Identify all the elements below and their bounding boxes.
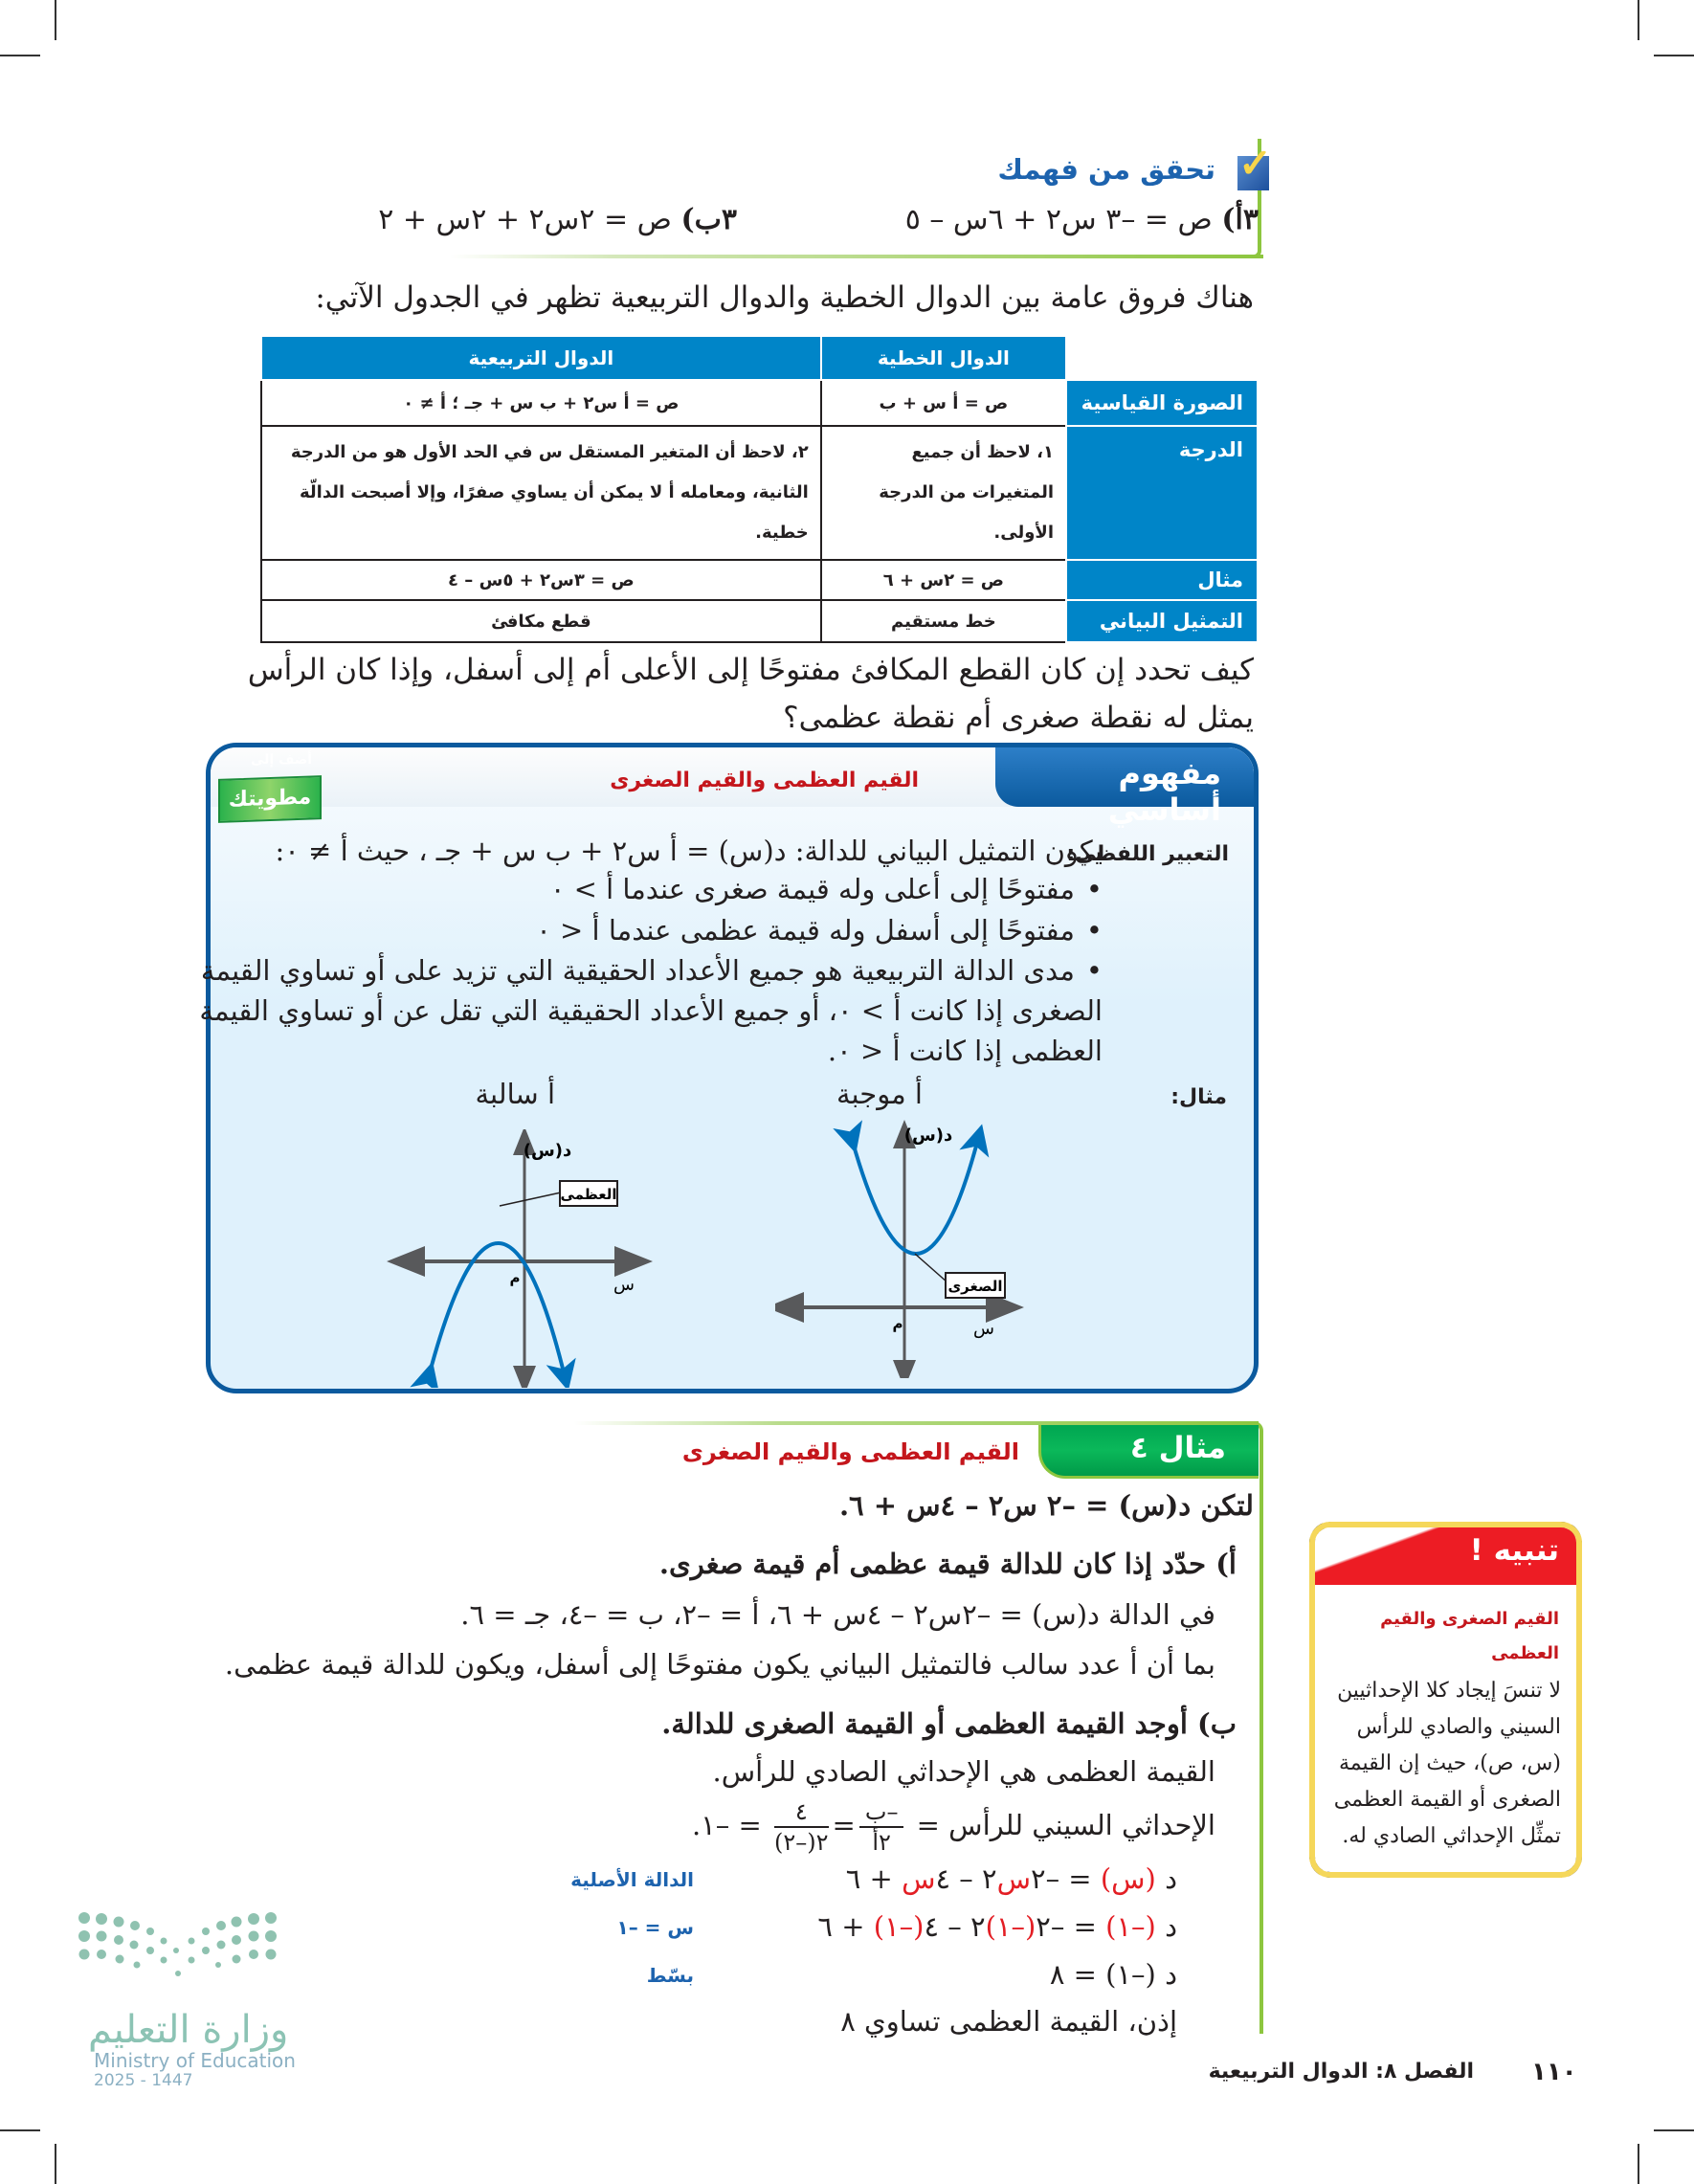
- expr-part-highlight: س: [902, 1862, 936, 1895]
- crop-mark: [1638, 2144, 1639, 2184]
- crop-mark: [0, 55, 40, 56]
- bullet-item: • مفتوحًا إلى أسفل وله قيمة عظمى عندما أ < ٠: [536, 914, 1103, 947]
- table-cell: خط مستقيم: [821, 600, 1066, 642]
- vertex-x-label: الإحداثي السيني للرأس =: [916, 1809, 1215, 1841]
- solution-step: [817, 1910, 1177, 1943]
- row-header: مثال: [1066, 560, 1258, 600]
- origin-label: م: [892, 1315, 903, 1332]
- x-axis-label: س: [613, 1275, 635, 1295]
- example-tab: [1038, 1425, 1259, 1479]
- concept-subtitle: القيم العظمى والقيم الصغرى: [610, 769, 919, 792]
- verbal-label: التعبير اللفظي:: [1066, 842, 1229, 866]
- callout-pointer: [915, 1254, 947, 1282]
- expr-part: + ٦: [845, 1862, 903, 1895]
- crop-mark: [0, 2129, 40, 2131]
- check-title: تحقق من فهمك: [997, 153, 1215, 186]
- chapter-title: الفصل ٨: الدوال التربيعية: [1208, 2060, 1474, 2084]
- expr-part: = –٢: [1036, 1910, 1106, 1943]
- conclusion: إذن، القيمة العظمى تساوي ٨: [840, 2005, 1177, 2038]
- caution-header: [1315, 1527, 1576, 1585]
- expr-part-highlight: (–١): [873, 1910, 925, 1943]
- row-header: التمثيل البياني: [1066, 600, 1258, 642]
- expr-part-highlight: (–١): [985, 1910, 1036, 1943]
- checkmark-icon: ✓: [1238, 140, 1273, 187]
- intro-text: هناك فروق عامة بين الدوال الخطية والدوال التربيعية تظهر في الجدول الآتي:: [315, 280, 1254, 315]
- fraction-numerator: ٤: [774, 1797, 829, 1828]
- fraction-denominator: ٢أ: [872, 1829, 891, 1856]
- fraction-denominator: ٢(–٢): [774, 1829, 829, 1856]
- guiding-question: كيف تحدد إن كان القطع المكافئ مفتوحًا إلى الأعلى أم إلى أسفل، وإذا كان الرأس يمثل له نقطة صغرى أم نقطة عظمى؟: [247, 653, 1254, 735]
- caution-body: لا تنسَ إيجاد كلا الإحداثيين السيني والصادي للرأس (س، ص)، حيث إن القيمة الصغرى أو القيمة العظمى تمثِّل الإحداثي الصادي له.: [1333, 1679, 1561, 1848]
- table-header-row: [261, 336, 1258, 380]
- expr-part: ٢ – ٤: [935, 1862, 997, 1895]
- exercise-equation: ص = ٢س٢ + ٢س + ٢: [378, 203, 672, 236]
- solution-step: د (–١) = ٨: [1049, 1958, 1177, 1991]
- crop-mark: [1654, 2129, 1694, 2131]
- ministry-year: 2025 - 1447: [94, 2071, 193, 2090]
- verbal-intro: يكون التمثيل البياني للدالة: د(س) = أ س٢ + ب س + جـ ، حيث أ ≠ ٠:: [275, 835, 1103, 867]
- check-divider: [450, 255, 1263, 258]
- step-note: س = –١: [616, 1916, 694, 1939]
- graph-upward-parabola: [775, 1120, 1101, 1378]
- example-title: القيم العظمى والقيم الصغرى: [681, 1438, 1019, 1465]
- expr-part-highlight: (س): [1100, 1862, 1156, 1895]
- callout-pointer: [500, 1192, 561, 1206]
- ministry-name-english: Ministry of Education: [94, 2049, 296, 2072]
- table-row: [261, 600, 1258, 642]
- step-note: بسّط: [646, 1964, 694, 1987]
- part-b-line: القيمة العظمى هي الإحداثي الصادي للرأس.: [712, 1755, 1215, 1788]
- page-number: ١١٠: [1531, 2058, 1577, 2086]
- solution-step: [846, 1862, 1177, 1895]
- table-cell: ١، لاحظ أن جميع المتغيرات من الدرجة الأولى.: [821, 426, 1066, 560]
- origin-label: م: [509, 1269, 521, 1286]
- part-a-line: بما أن أ عدد سالب فالتمثيل البياني يكون مفتوحًا إلى أسفل، ويكون للدالة قيمة عظمى.: [224, 1648, 1215, 1681]
- row-header: الدرجة: [1066, 426, 1258, 560]
- expr-part-highlight: س: [996, 1862, 1031, 1895]
- concept-tab: [995, 747, 1254, 828]
- callout-minimum: الصغرى: [947, 1278, 1003, 1295]
- exercise-3a: [905, 203, 1259, 236]
- table-cell: ص = أ س + ب: [821, 380, 1066, 426]
- table-corner: [1066, 336, 1258, 380]
- table-cell: ٢، لاحظ أن المتغير المستقل س في الحد الأول هو من الدرجة الثانية، ومعامله أ لا يمكن أن يساوي صفرًا، وإلا أصبحت الدالّة خطية.: [261, 426, 821, 560]
- ministry-name-arabic: وزارة التعليم: [88, 2008, 289, 2052]
- exercise-3b: [378, 203, 737, 236]
- expr-part: ٢ – ٤: [924, 1910, 986, 1943]
- table-cell: ص = أ س٢ + ب س + جـ ؛ أ ≠ ٠: [261, 380, 821, 426]
- vertex-x-formula: الإحداثي السيني للرأس = $\frac{\text{–ب}}{\text{٢أ}}$ = $\frac{٤}{٢(-٢)}$ = –١.: [691, 1798, 1215, 1856]
- y-axis-label: د(س): [523, 1141, 572, 1161]
- ministry-logo-icon: [67, 1905, 316, 2000]
- step-note: الدالة الأصلية: [570, 1868, 694, 1891]
- caution-box: [1309, 1522, 1582, 1878]
- callout-maximum: العظمى: [560, 1186, 617, 1203]
- expr-part: د: [1155, 1862, 1177, 1895]
- fraction-numerator: –ب: [859, 1797, 904, 1828]
- table-cell: قطع مكافئ: [261, 600, 821, 642]
- crop-mark: [55, 0, 56, 40]
- expr-part: د: [1155, 1910, 1177, 1943]
- caution-subtitle: القيم الصغرى والقيم العظمى: [1380, 1609, 1559, 1663]
- part-a-question: أ) حدّد إذا كان للدالة قيمة عظمى أم قيمة صغرى.: [658, 1548, 1237, 1580]
- bullet-continuation: العظمى إذا كانت أ < ٠.: [827, 1035, 1103, 1067]
- parabola-curve: [852, 1139, 978, 1254]
- expr-part-highlight: (–١): [1105, 1910, 1156, 1943]
- table-cell: ص = ٣س٢ + ٥س – ٤: [261, 560, 821, 600]
- bullet-item: • مدى الدالة التربيعية هو جميع الأعداد الحقيقية التي تزيد على أو تساوي القيمة: [201, 954, 1103, 987]
- crop-mark: [55, 2144, 56, 2184]
- exercise-equation: ص = –٣ س٢ + ٦س – ٥: [904, 203, 1213, 236]
- example-label: مثال:: [1170, 1085, 1227, 1109]
- caution-title: تنبيه !: [1469, 1533, 1559, 1568]
- part-b-question: ب) أوجد القيمة العظمى أو القيمة الصغرى للدالة.: [661, 1707, 1237, 1740]
- bullet-item: • مفتوحًا إلى أعلى وله قيمة صغرى عندما أ > ٠: [550, 873, 1103, 905]
- example-tab-label: مثال ٤: [1129, 1431, 1226, 1465]
- foldable-badge[interactable]: [218, 775, 322, 823]
- example-side-rule: [1254, 1421, 1263, 2034]
- column-header-quadratic: الدوال التربيعية: [261, 336, 821, 380]
- comparison-table: [260, 335, 1259, 643]
- add-to-label: أضف إلى: [251, 752, 313, 768]
- crop-mark: [1638, 0, 1639, 40]
- column-header-linear: الدوال الخطية: [821, 336, 1066, 380]
- fraction: [774, 1797, 829, 1857]
- table-row: [261, 380, 1258, 426]
- row-header: الصورة القياسية: [1066, 380, 1258, 426]
- concept-tab-label: مفهوم أساسي: [1107, 755, 1221, 828]
- table-row: [261, 560, 1258, 600]
- exercise-label: ٣أ): [1221, 203, 1259, 236]
- fraction: [859, 1797, 904, 1857]
- x-axis-label: س: [973, 1319, 994, 1339]
- graph-positive-caption: أ موجبة: [836, 1078, 923, 1110]
- table-cell: ص = ٢س + ٦: [821, 560, 1066, 600]
- expr-part: + ٦: [817, 1910, 874, 1943]
- vertex-x-result: = –١.: [691, 1809, 762, 1841]
- crop-mark: [1654, 55, 1694, 56]
- y-axis-label: د(س): [903, 1125, 953, 1146]
- bullet-continuation: الصغرى إذا كانت أ > ٠، أو جميع الأعداد الحقيقية التي تقل عن أو تساوي القيمة: [199, 994, 1103, 1027]
- part-a-line: في الدالة د(س) = –٢س٢ – ٤س + ٦، أ = –٢، ب = –٤، جـ = ٦.: [460, 1598, 1215, 1631]
- exercise-label: ٣ب): [680, 203, 737, 236]
- expr-part: = –٢: [1031, 1862, 1101, 1895]
- graph-negative-caption: أ سالبة: [475, 1078, 555, 1110]
- example-given: لتكن د(س) = –٢ س٢ – ٤س + ٦.: [838, 1489, 1254, 1522]
- graph-downward-parabola: [383, 1129, 689, 1388]
- table-row: [261, 426, 1258, 560]
- foldable-label: مطويتك: [228, 785, 312, 813]
